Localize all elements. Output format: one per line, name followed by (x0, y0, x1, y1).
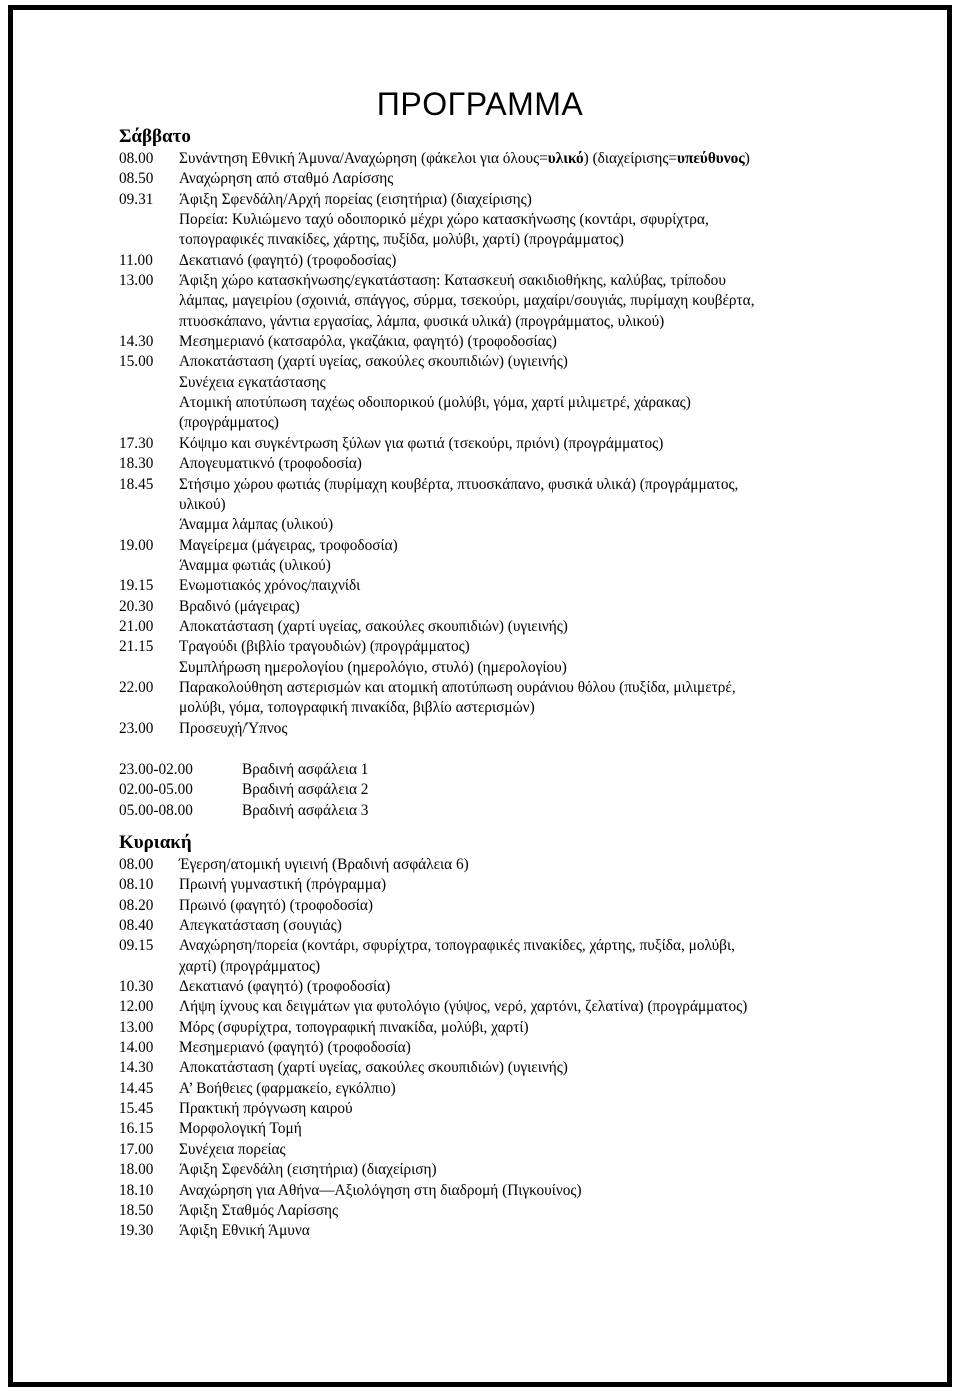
schedule-time: 08.50 (119, 170, 154, 188)
schedule-activity: Προσευχή/Ύπνος (179, 719, 288, 737)
day-heading-sunday: Κυριακή (119, 832, 192, 853)
schedule-row (119, 855, 919, 875)
schedule-row (119, 698, 919, 718)
schedule-activity: Μαγείρεμα (μάγειρας, τροφοδοσία) (179, 536, 398, 554)
activity-text: ) (744, 150, 750, 167)
schedule-row (119, 936, 919, 956)
schedule-row (119, 454, 919, 474)
schedule-activity: Άναμμα λάμπας (υλικού) (179, 516, 334, 534)
schedule-activity: Συνέχεια εγκατάστασης (179, 373, 326, 391)
day-heading-saturday: Σάββατο (119, 126, 191, 147)
schedule-time: 10.30 (119, 978, 154, 996)
activity-text: υλικό (547, 150, 584, 167)
schedule-row (119, 393, 919, 413)
schedule-row (119, 997, 919, 1017)
schedule-time: 20.30 (119, 597, 154, 615)
schedule-time (119, 698, 179, 718)
schedule-time (119, 210, 179, 230)
schedule-row (119, 977, 919, 997)
page-title: ΠΡΟΓΡΑΜΜΑ (376, 86, 584, 122)
schedule-activity: Πρακτική πρόγνωση καιρού (179, 1100, 353, 1118)
schedule-time (119, 413, 179, 433)
schedule-time (119, 373, 179, 393)
schedule-activity: Μεσημεριανό (κατσαρόλα, γκαζάκια, φαγητό) (τροφοδοσίας) (179, 333, 557, 351)
schedule-time: 14.30 (119, 1059, 154, 1077)
schedule-activity: τοπογραφικές πινακίδες, χάρτης, πυξίδα, μολύβι, χαρτί) (προγράμματος) (179, 231, 624, 249)
schedule-row (119, 251, 919, 271)
schedule-time: 18.10 (119, 1181, 154, 1199)
schedule-activity: Μόρς (σφυρίχτρα, τοπογραφική πινακίδα, μολύβι, χαρτί) (179, 1018, 529, 1036)
schedule-activity: Άφιξη Σφενδάλη/Αρχή πορείας (εισητήρια) (διαχείρισης) (179, 190, 532, 208)
schedule-time (119, 230, 179, 250)
schedule-row (119, 332, 919, 352)
schedule-activity: Αναχώρηση για Αθήνα—Αξιολόγηση στη διαδρομή (Πιγκουίνος) (179, 1181, 582, 1199)
night-watch-row (119, 760, 919, 780)
schedule-row (119, 169, 919, 189)
schedule-row (119, 373, 919, 393)
schedule-row (119, 678, 919, 698)
night-watch-schedule (119, 760, 919, 821)
schedule-time (119, 658, 179, 678)
schedule-activity: Κόψιμο και συγκέντρωση ξύλων για φωτιά (τσεκούρι, πριόνι) (προγράμματος) (179, 434, 664, 452)
schedule-time (119, 291, 179, 311)
schedule-row (119, 434, 919, 454)
schedule-activity: Βραδινό (μάγειρας) (179, 597, 300, 615)
schedule-row (119, 291, 919, 311)
schedule-row (119, 1119, 919, 1139)
schedule-time: 21.15 (119, 638, 154, 656)
schedule-row (119, 1181, 919, 1201)
schedule-time: 09.31 (119, 190, 154, 208)
schedule-row (119, 1018, 919, 1038)
schedule-time (119, 393, 179, 413)
schedule-time: 15.45 (119, 1100, 154, 1118)
sunday-section (119, 832, 919, 1242)
schedule-row (119, 1038, 919, 1058)
saturday-schedule (119, 149, 919, 739)
schedule-row (119, 475, 919, 495)
schedule-row (119, 536, 919, 556)
schedule-activity: Άφιξη χώρο κατασκήνωσης/εγκατάσταση: Κατασκευή σακιδιοθήκης, καλύβας, τρίποδου (179, 272, 726, 290)
schedule-time: 15.00 (119, 353, 154, 371)
schedule-row (119, 230, 919, 250)
schedule-row (119, 617, 919, 637)
schedule-row (119, 352, 919, 372)
schedule-activity: Βραδινή ασφάλεια 3 (242, 801, 369, 819)
schedule-time: 08.00 (119, 150, 154, 167)
schedule-time (119, 957, 179, 977)
schedule-activity: Έγερση/ατομική υγιεινή (Βραδινή ασφάλεια 6) (179, 856, 469, 873)
schedule-activity: Μορφολογική Τομή (179, 1120, 302, 1138)
schedule-time: 18.45 (119, 475, 154, 493)
schedule-time: 22.00 (119, 678, 154, 696)
schedule-row (119, 896, 919, 916)
schedule-activity: χαρτί) (προγράμματος) (179, 957, 321, 975)
schedule-activity: Μεσημεριανό (φαγητό) (τροφοδοσία) (179, 1039, 411, 1057)
schedule-row (119, 1160, 919, 1180)
schedule-time: 23.00-02.00 (119, 760, 193, 778)
night-watch-row (119, 780, 919, 800)
schedule-activity: Αποκατάσταση (χαρτί υγείας, σακούλες σκουπιδιών) (υγιεινής) (179, 617, 568, 635)
schedule-activity: Παρακολούθηση αστερισμών και ατομική αποτύπωση ουράνιου θόλου (πυξίδα, μιλιμετρέ, (179, 678, 736, 696)
schedule-time: 09.15 (119, 937, 154, 955)
schedule-time: 17.30 (119, 434, 154, 452)
schedule-row (119, 1058, 919, 1078)
schedule-activity: Αποκατάσταση (χαρτί υγείας, σακούλες σκουπιδιών) (υγιεινής) (179, 353, 568, 371)
schedule-activity: Τραγούδι (βιβλίο τραγουδιών) (προγράμματος) (179, 638, 470, 656)
schedule-time: 21.00 (119, 617, 154, 635)
schedule-row (119, 1201, 919, 1221)
schedule-activity: Πρωινή γυμναστική (πρόγραμμα) (179, 876, 387, 894)
schedule-time: 19.15 (119, 577, 154, 595)
schedule-row (119, 658, 919, 678)
saturday-section (119, 126, 919, 821)
activity-text: ) (διαχείρισης= (583, 150, 678, 167)
schedule-activity: (προγράμματος) (179, 414, 279, 432)
schedule-time: 16.15 (119, 1120, 154, 1138)
schedule-activity: μολύβι, γόμα, τοπογραφική πινακίδα, βιβλίο αστερισμών) (179, 699, 535, 717)
schedule-time: 14.00 (119, 1039, 154, 1057)
schedule-row (119, 495, 919, 515)
schedule-time: 13.00 (119, 1018, 154, 1036)
schedule-time: 08.00 (119, 856, 154, 873)
schedule-time: 11.00 (119, 251, 153, 269)
schedule-activity: Στήσιμο χώρου φωτιάς (πυρίμαχη κουβέρτα, πτυοσκάπανο, φυσικά υλικά) (προγράμματος, (179, 475, 739, 493)
schedule-activity: υλικού) (179, 495, 226, 513)
schedule-activity: Δεκατιανό (φαγητό) (τροφοδοσίας) (179, 251, 397, 269)
schedule-activity: Αναχώρηση από σταθμό Λαρίσσης (179, 170, 394, 188)
schedule-activity: Συμπλήρωση ημερολογίου (ημερολόγιο, στυλό) (ημερολογίου) (179, 658, 567, 676)
schedule-time: 14.30 (119, 333, 154, 351)
schedule-time: 05.00-08.00 (119, 801, 193, 819)
sunday-schedule (119, 855, 919, 1242)
schedule-row (119, 149, 919, 169)
schedule-time: 18.30 (119, 455, 154, 473)
schedule-row (119, 916, 919, 936)
schedule-activity: Α’ Βοήθειες (φαρμακείο, εγκόλπιο) (179, 1079, 396, 1097)
schedule-activity: Βραδινή ασφάλεια 1 (242, 760, 369, 778)
schedule-row (119, 875, 919, 895)
schedule-time: 19.30 (119, 1222, 154, 1240)
schedule-time: 12.00 (119, 998, 154, 1016)
schedule-time: 18.00 (119, 1161, 154, 1179)
schedule-activity: Απεγκατάσταση (σουγιάς) (179, 917, 342, 935)
night-watch-row (119, 801, 919, 821)
schedule-time: 13.00 (119, 272, 154, 290)
schedule-activity: Άφιξη Σταθμός Λαρίσσης (179, 1201, 339, 1219)
schedule-row (119, 1079, 919, 1099)
schedule-activity (179, 149, 919, 169)
schedule-activity: Λήψη ίχνους και δειγμάτων για φυτολόγιο (γύψος, νερό, χαρτόνι, ζελατίνα) (προγράμματος) (179, 998, 748, 1016)
schedule-time: 08.10 (119, 876, 154, 894)
schedule-row (119, 515, 919, 535)
schedule-activity: Αναχώρηση/πορεία (κοντάρι, σφυρίχτρα, τοπογραφικές πινακίδες, χάρτης, πυξίδα, μολύβι, (179, 937, 735, 955)
schedule-activity: Πορεία: Κυλιώμενο ταχύ οδοιπορικό μέχρι χώρο κατασκήνωσης (κοντάρι, σφυρίχτρα, (179, 211, 709, 229)
schedule-activity: Άναμμα φωτιάς (υλικού) (179, 556, 331, 574)
schedule-activity: λάμπας, μαγειρίου (σχοινιά, σπάγγος, σύρμα, τσεκούρι, μαχαίρι/σουγιάς, πυρίμαχη κουβέρτα, (179, 292, 755, 310)
schedule-activity: Ενωμοτιακός χρόνος/παιχνίδι (179, 577, 361, 595)
schedule-row (119, 1099, 919, 1119)
schedule-time (119, 495, 179, 515)
schedule-time: 18.50 (119, 1201, 154, 1219)
schedule-activity: Άφιξη Σφενδάλη (εισητήρια) (διαχείριση) (179, 1161, 437, 1179)
schedule-activity: Απογευματικνό (τροφοδοσία) (179, 455, 362, 473)
schedule-activity: Ατομική αποτύπωση ταχέως οδοιπορικού (μολύβι, γόμα, χαρτί μιλιμετρέ, χάρακας) (179, 394, 691, 412)
schedule-row (119, 556, 919, 576)
schedule-row (119, 1140, 919, 1160)
schedule-row (119, 1221, 919, 1241)
schedule-row (119, 210, 919, 230)
schedule-row (119, 957, 919, 977)
schedule-row (119, 413, 919, 433)
schedule-row (119, 271, 919, 291)
schedule-time: 23.00 (119, 719, 154, 737)
schedule-time: 08.40 (119, 917, 154, 935)
schedule-row (119, 576, 919, 596)
schedule-activity: Συνέχεια πορείας (179, 1140, 286, 1158)
schedule-activity: Αποκατάσταση (χαρτί υγείας, σακούλες σκουπιδιών) (υγιεινής) (179, 1059, 568, 1077)
schedule-row (119, 719, 919, 739)
schedule-time (119, 515, 179, 535)
schedule-row (119, 597, 919, 617)
schedule-activity: πτυοσκάπανο, γάντια εργασίας, λάμπα, φυσικά υλικά) (προγράμματος, υλικού) (179, 312, 665, 330)
schedule-time: 02.00-05.00 (119, 781, 193, 799)
schedule-row (119, 190, 919, 210)
schedule-time (119, 556, 179, 576)
schedule-time (119, 312, 179, 332)
schedule-activity: Άφιξη Εθνική Άμυνα (179, 1222, 310, 1240)
activity-text: Συνάντηση Εθνική Άμυνα/Αναχώρηση (φάκελοι για όλους= (179, 150, 548, 167)
schedule-row (119, 312, 919, 332)
schedule-activity: Βραδινή ασφάλεια 2 (242, 781, 369, 799)
activity-text: υπεύθυνος (677, 150, 745, 167)
schedule-time: 17.00 (119, 1140, 154, 1158)
schedule-activity: Δεκατιανό (φαγητό) (τροφοδοσία) (179, 978, 391, 996)
schedule-time: 08.20 (119, 896, 154, 914)
schedule-activity: Πρωινό (φαγητό) (τροφοδοσία) (179, 896, 373, 914)
schedule-row (119, 637, 919, 657)
schedule-time: 19.00 (119, 536, 154, 554)
schedule-time: 14.45 (119, 1079, 154, 1097)
